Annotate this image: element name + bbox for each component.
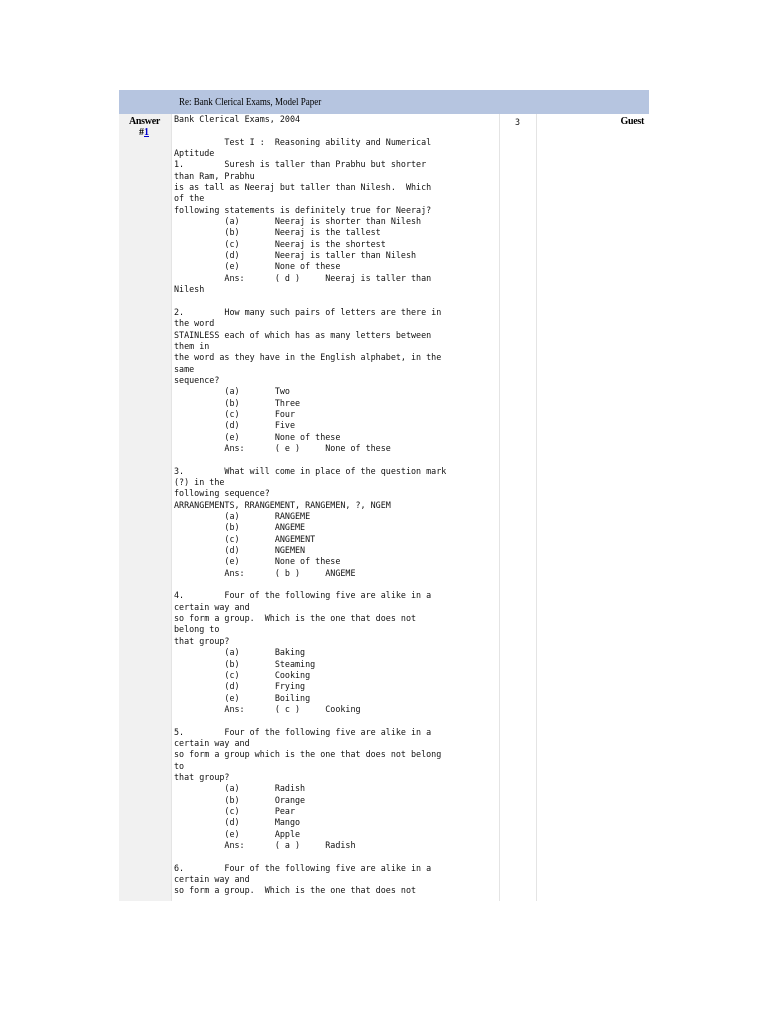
column-divider — [499, 114, 500, 901]
answer-label: Answer — [129, 116, 160, 127]
forum-post-table — [119, 90, 649, 901]
column-divider — [536, 114, 537, 901]
answer-link[interactable]: 1 — [144, 127, 149, 138]
reply-count: 3 — [515, 117, 521, 127]
post-content-row — [119, 114, 649, 901]
answer-prefix: # — [139, 127, 144, 138]
post-title: Re: Bank Clerical Exams, Model Paper — [179, 96, 322, 108]
answer-column — [119, 114, 171, 901]
answer-number — [139, 127, 149, 138]
column-divider — [171, 114, 172, 901]
post-body-text: Bank Clerical Exams, 2004 Test I : Reasoning ability and Numerical Aptitude 1. Suresh is taller than Prabhu but shorter than Ram, Prabhu is as tall as Neeraj but taller than Nilesh. Which of the following statements is definitely true for Neeraj? (a) Neeraj is shorter than Nilesh (b) Neeraj is the tallest (c) Neeraj is the shortest (d) Neeraj is taller than Nilesh (e) None of these Ans: ( d ) Neeraj is taller than Nilesh 2. How many such pairs of letters are there in the word STAINLESS each of which has as many letters between them in the word as they have in the English alphabet, in the same sequence? (a) Two (b) Three (c) Four (d) Five (e) None of these Ans: ( e ) None of these 3. What will come in place of the question mark (?) in the following sequence? ARRANGEMENTS, RRANGEMENT, RANGEMEN, ?, NGEM (a) RANGEME (b) ANGEME (c) ANGEMENT (d) NGEMEN (e) None of these Ans: ( b ) ANGEME 4. Four of the following five are alike in a certain way and so form a group. Which is the one that does not belong to that group? (a) Baking (b) Steaming (c) Cooking (d) Frying (e) Boiling Ans: ( c ) Cooking 5. Four of the following five are alike in a certain way and so form a group which is the one that does not belong to that group? (a) Radish (b) Orange (c) Pear (d) Mango (e) Apple Ans: ( a ) Radish 6. Four of the following five are alike in a certain way and so form a group. Which is the one that does not — [174, 114, 447, 896]
post-header-bar — [119, 90, 649, 114]
author-name: Guest — [620, 116, 644, 127]
